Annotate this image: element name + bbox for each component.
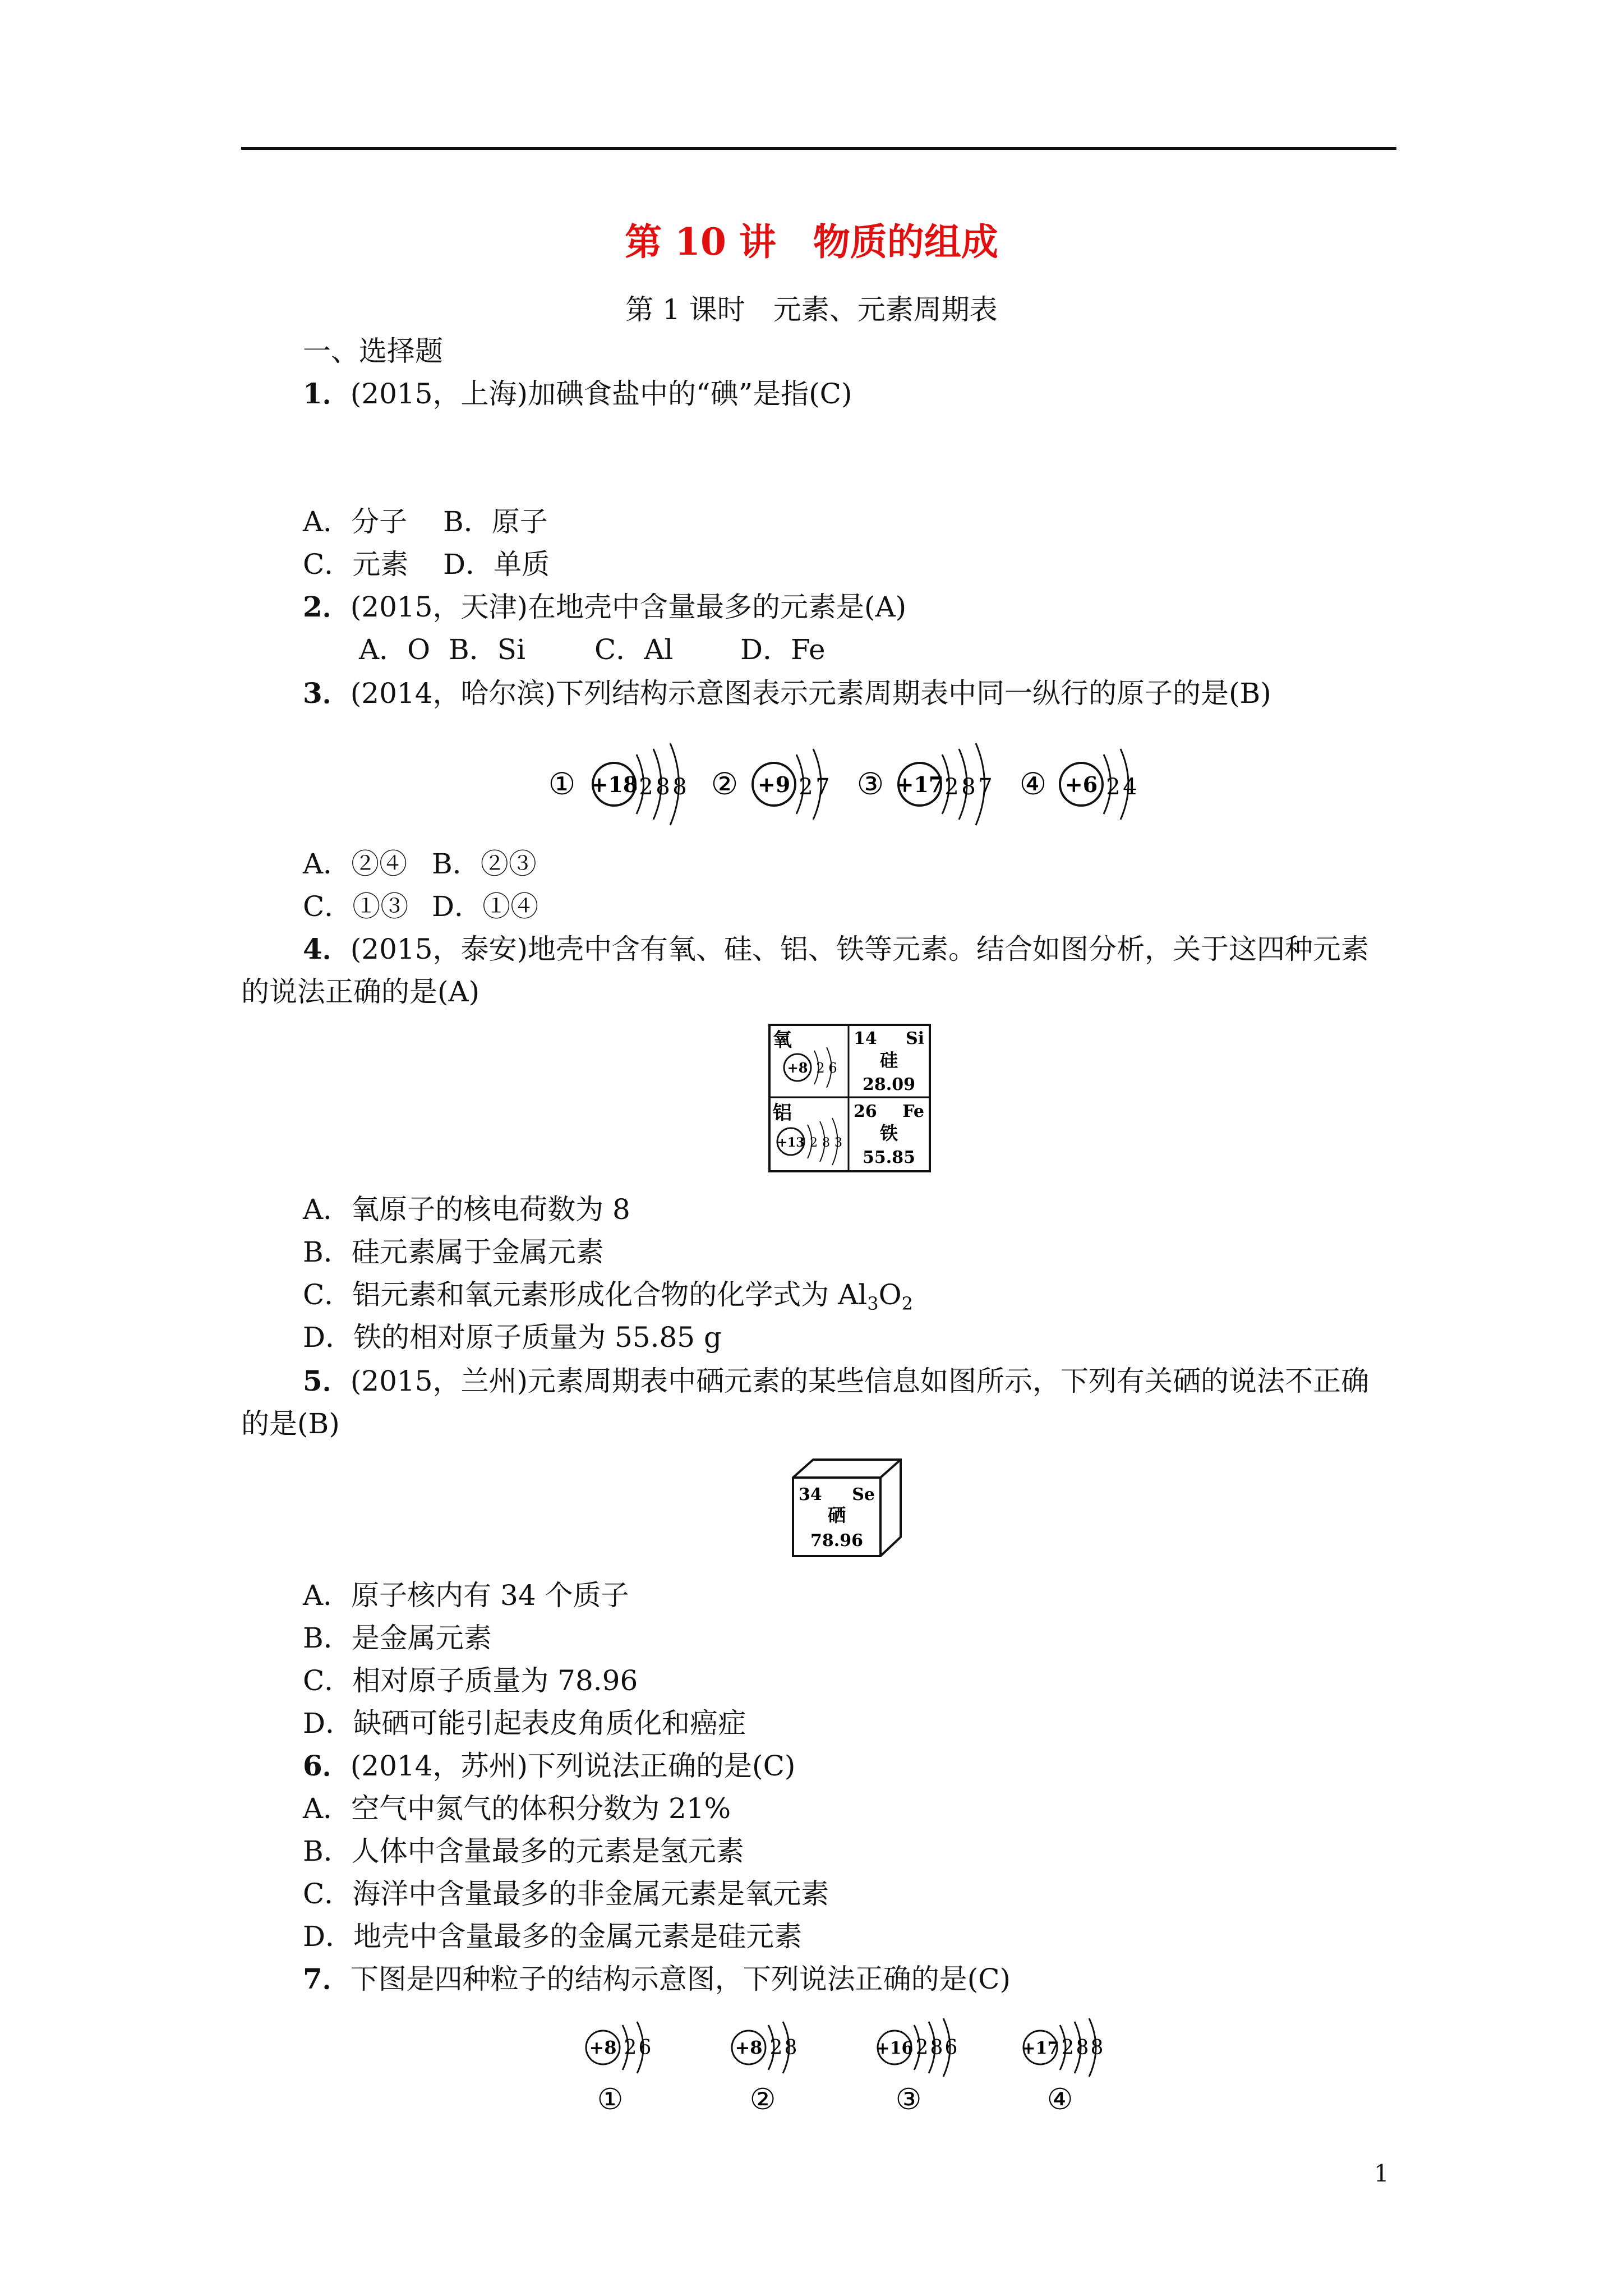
- particle-diagram-2: [732, 2022, 797, 2116]
- question-4: [303, 931, 1369, 967]
- diagram-label: ③: [895, 2083, 922, 2116]
- diagram-label: ②: [711, 766, 739, 802]
- atomic-mass: 55.85: [863, 1148, 915, 1167]
- shell-electrons: 7: [815, 774, 830, 800]
- option-a: A．原子核内有 34 个质子: [303, 1579, 629, 1612]
- particle-diagram-4: [1022, 2018, 1104, 2116]
- question-6: [303, 1748, 795, 1784]
- nucleus-charge: +8: [787, 1060, 808, 1076]
- atom-diagram-1: [548, 743, 687, 825]
- option-c: C．Al: [594, 633, 674, 666]
- q4-element-table: [768, 1024, 931, 1172]
- element-symbol: Se: [852, 1485, 875, 1504]
- option-c: C．相对原子质量为 78.96: [303, 1664, 638, 1697]
- atom-diagram-4: [1020, 749, 1137, 820]
- option-c-text-mid: O: [878, 1278, 902, 1311]
- shell-electrons: 8: [1076, 2036, 1089, 2059]
- shell-electrons: 2: [915, 2036, 929, 2059]
- nucleus-charge: +9: [757, 772, 791, 797]
- question-number: 1．: [303, 377, 351, 410]
- option-d: D．地壳中含量最多的金属元素是硅元素: [303, 1920, 803, 1953]
- question-number: 6．: [303, 1749, 351, 1782]
- iron-cell: [854, 1102, 924, 1167]
- page-number: 1: [1374, 2160, 1389, 2187]
- shell-electrons: 4: [1123, 774, 1137, 800]
- section-heading: 一、选择题: [303, 335, 443, 367]
- option-a: A．氧原子的核电荷数为 8: [303, 1193, 630, 1226]
- option-c: C．元素: [303, 548, 409, 581]
- question-text: (2015，兰州)元素周期表中硒元素的某些信息如图所示，下列有关硒的说法不正确: [350, 1365, 1370, 1397]
- question-1: [303, 376, 852, 412]
- shell-electrons: 8: [656, 774, 670, 800]
- option-b: B．Si: [449, 633, 525, 666]
- shell-electrons: 8: [784, 2036, 797, 2059]
- shell-electrons: 8: [930, 2036, 943, 2059]
- page-title: 第 10 讲 物质的组成: [625, 220, 998, 264]
- element-name: 硒: [827, 1504, 846, 1526]
- aluminum-cell: [773, 1102, 842, 1165]
- subscript: 2: [901, 1293, 913, 1314]
- shell-electrons: 8: [961, 774, 976, 800]
- q2-options: [359, 632, 826, 668]
- diagram-label: ①: [548, 766, 576, 802]
- diagram-label: ①: [597, 2083, 624, 2116]
- shell-electrons: 2: [810, 1136, 818, 1150]
- option-b: B．硅元素属于金属元素: [303, 1236, 604, 1268]
- diagram-label: ④: [1019, 766, 1047, 802]
- option-b: B．原子: [443, 505, 548, 538]
- q7-particle-diagrams: [578, 2014, 1127, 2120]
- question-4-continued: 的说法正确的是(A): [241, 976, 480, 1008]
- option-b: B．是金属元素: [303, 1622, 492, 1654]
- nucleus-charge: +13: [777, 1135, 805, 1150]
- silicon-cell: [854, 1029, 924, 1094]
- question-text: (2015，泰安)地壳中含有氧、硅、铝、铁等元素。结合如图分析，关于这四种元素: [350, 933, 1370, 965]
- option-b: B．人体中含量最多的元素是氢元素: [303, 1835, 744, 1867]
- shell-electrons: 8: [822, 1136, 830, 1150]
- option-d: D．①④: [432, 890, 539, 923]
- question-5: [303, 1363, 1369, 1399]
- question-5-continued: 的是(B): [241, 1407, 340, 1440]
- option-d: D．Fe: [740, 633, 826, 666]
- element-name: 氧: [773, 1029, 792, 1051]
- nucleus-charge: +6: [1064, 772, 1098, 797]
- option-a: A．空气中氮气的体积分数为 21%: [303, 1792, 731, 1825]
- option-b: B．②③: [432, 848, 537, 880]
- option-c-text: C．铝元素和氧元素形成化合物的化学式为 Al: [303, 1278, 868, 1311]
- option-a: A．O: [359, 633, 431, 666]
- question-text: (2014，苏州)下列说法正确的是(C): [350, 1750, 796, 1782]
- question-7: [303, 1961, 1011, 1997]
- option-c: [303, 1277, 913, 1322]
- question-number: 4．: [303, 932, 351, 965]
- element-name: 铝: [773, 1102, 792, 1124]
- oxygen-cell: [773, 1029, 837, 1088]
- atomic-number: 34: [799, 1485, 822, 1504]
- question-3: [303, 675, 1271, 711]
- q3-options-row2: [303, 889, 538, 924]
- nucleus-charge: +17: [1021, 2039, 1059, 2058]
- atomic-mass: 28.09: [863, 1075, 915, 1094]
- nucleus-charge: +17: [896, 772, 944, 797]
- element-symbol: Fe: [902, 1102, 924, 1121]
- option-d: D．铁的相对原子质量为 55.85 g: [303, 1321, 722, 1354]
- question-number: 5．: [303, 1364, 351, 1397]
- question-number: 2．: [303, 590, 351, 623]
- option-d: D．缺硒可能引起表皮角质化和癌症: [303, 1707, 746, 1740]
- subscript: 3: [867, 1293, 879, 1314]
- element-symbol: Si: [905, 1029, 924, 1048]
- question-text: 下图是四种粒子的结构示意图，下列说法正确的是(C): [350, 1963, 1011, 1995]
- shell-electrons: 6: [638, 2036, 652, 2059]
- shell-electrons: 2: [624, 2036, 637, 2059]
- question-number: 3．: [303, 677, 351, 710]
- page-subtitle: 第 1 课时 元素、元素周期表: [625, 293, 998, 326]
- option-a: A．分子: [303, 505, 408, 538]
- shell-electrons: 8: [1090, 2036, 1104, 2059]
- particle-diagram-1: [586, 2022, 651, 2116]
- option-d: D．单质: [443, 548, 550, 581]
- diagram-label: ③: [856, 766, 884, 802]
- atomic-mass: 78.96: [810, 1531, 863, 1550]
- q5-selenium-cube: [791, 1457, 903, 1558]
- element-name: 铁: [879, 1122, 898, 1144]
- header-rule: [241, 147, 1396, 150]
- nucleus-charge: +8: [735, 2037, 763, 2058]
- question-number: 7．: [303, 1962, 351, 1995]
- shell-electrons: 6: [828, 1060, 837, 1076]
- shell-electrons: 2: [799, 774, 813, 800]
- particle-diagram-3: [876, 2018, 958, 2116]
- diagram-label: ④: [1046, 2083, 1073, 2116]
- shell-electrons: 2: [816, 1060, 825, 1076]
- shell-electrons: 2: [1106, 774, 1121, 800]
- option-a: A．②④: [303, 848, 408, 880]
- q1-options-row1: [303, 504, 548, 540]
- atom-diagram-2: [711, 749, 830, 820]
- shell-electrons: 2: [769, 2036, 783, 2059]
- element-name: 硅: [879, 1050, 898, 1071]
- nucleus-charge: +8: [589, 2037, 617, 2058]
- shell-electrons: 6: [944, 2036, 958, 2059]
- question-2: [303, 589, 906, 625]
- option-c: C．①③: [303, 890, 409, 923]
- q3-options-row1: [303, 846, 537, 882]
- q3-atom-diagrams: [538, 729, 1155, 841]
- atomic-number: 14: [854, 1029, 877, 1048]
- question-text: (2014，哈尔滨)下列结构示意图表示元素周期表中同一纵行的原子的是(B): [350, 677, 1271, 710]
- question-text: (2015，天津)在地壳中含量最多的元素是(A): [350, 591, 907, 623]
- diagram-label: ②: [749, 2083, 776, 2116]
- shell-electrons: 2: [1061, 2036, 1075, 2059]
- q1-options-row2: [303, 546, 550, 582]
- shell-electrons: 3: [834, 1136, 842, 1150]
- atom-diagram-3: [857, 743, 993, 825]
- shell-electrons: 2: [944, 774, 959, 800]
- shell-electrons: 2: [639, 774, 653, 800]
- option-c: C．海洋中含量最多的非金属元素是氧元素: [303, 1878, 829, 1910]
- shell-electrons: 8: [672, 774, 687, 800]
- nucleus-charge: +16: [875, 2039, 914, 2058]
- atomic-number: 26: [854, 1102, 877, 1121]
- question-text: (2015，上海)加碘食盐中的“碘”是指(C): [350, 378, 852, 410]
- shell-electrons: 7: [978, 774, 993, 800]
- nucleus-charge: +18: [590, 772, 638, 797]
